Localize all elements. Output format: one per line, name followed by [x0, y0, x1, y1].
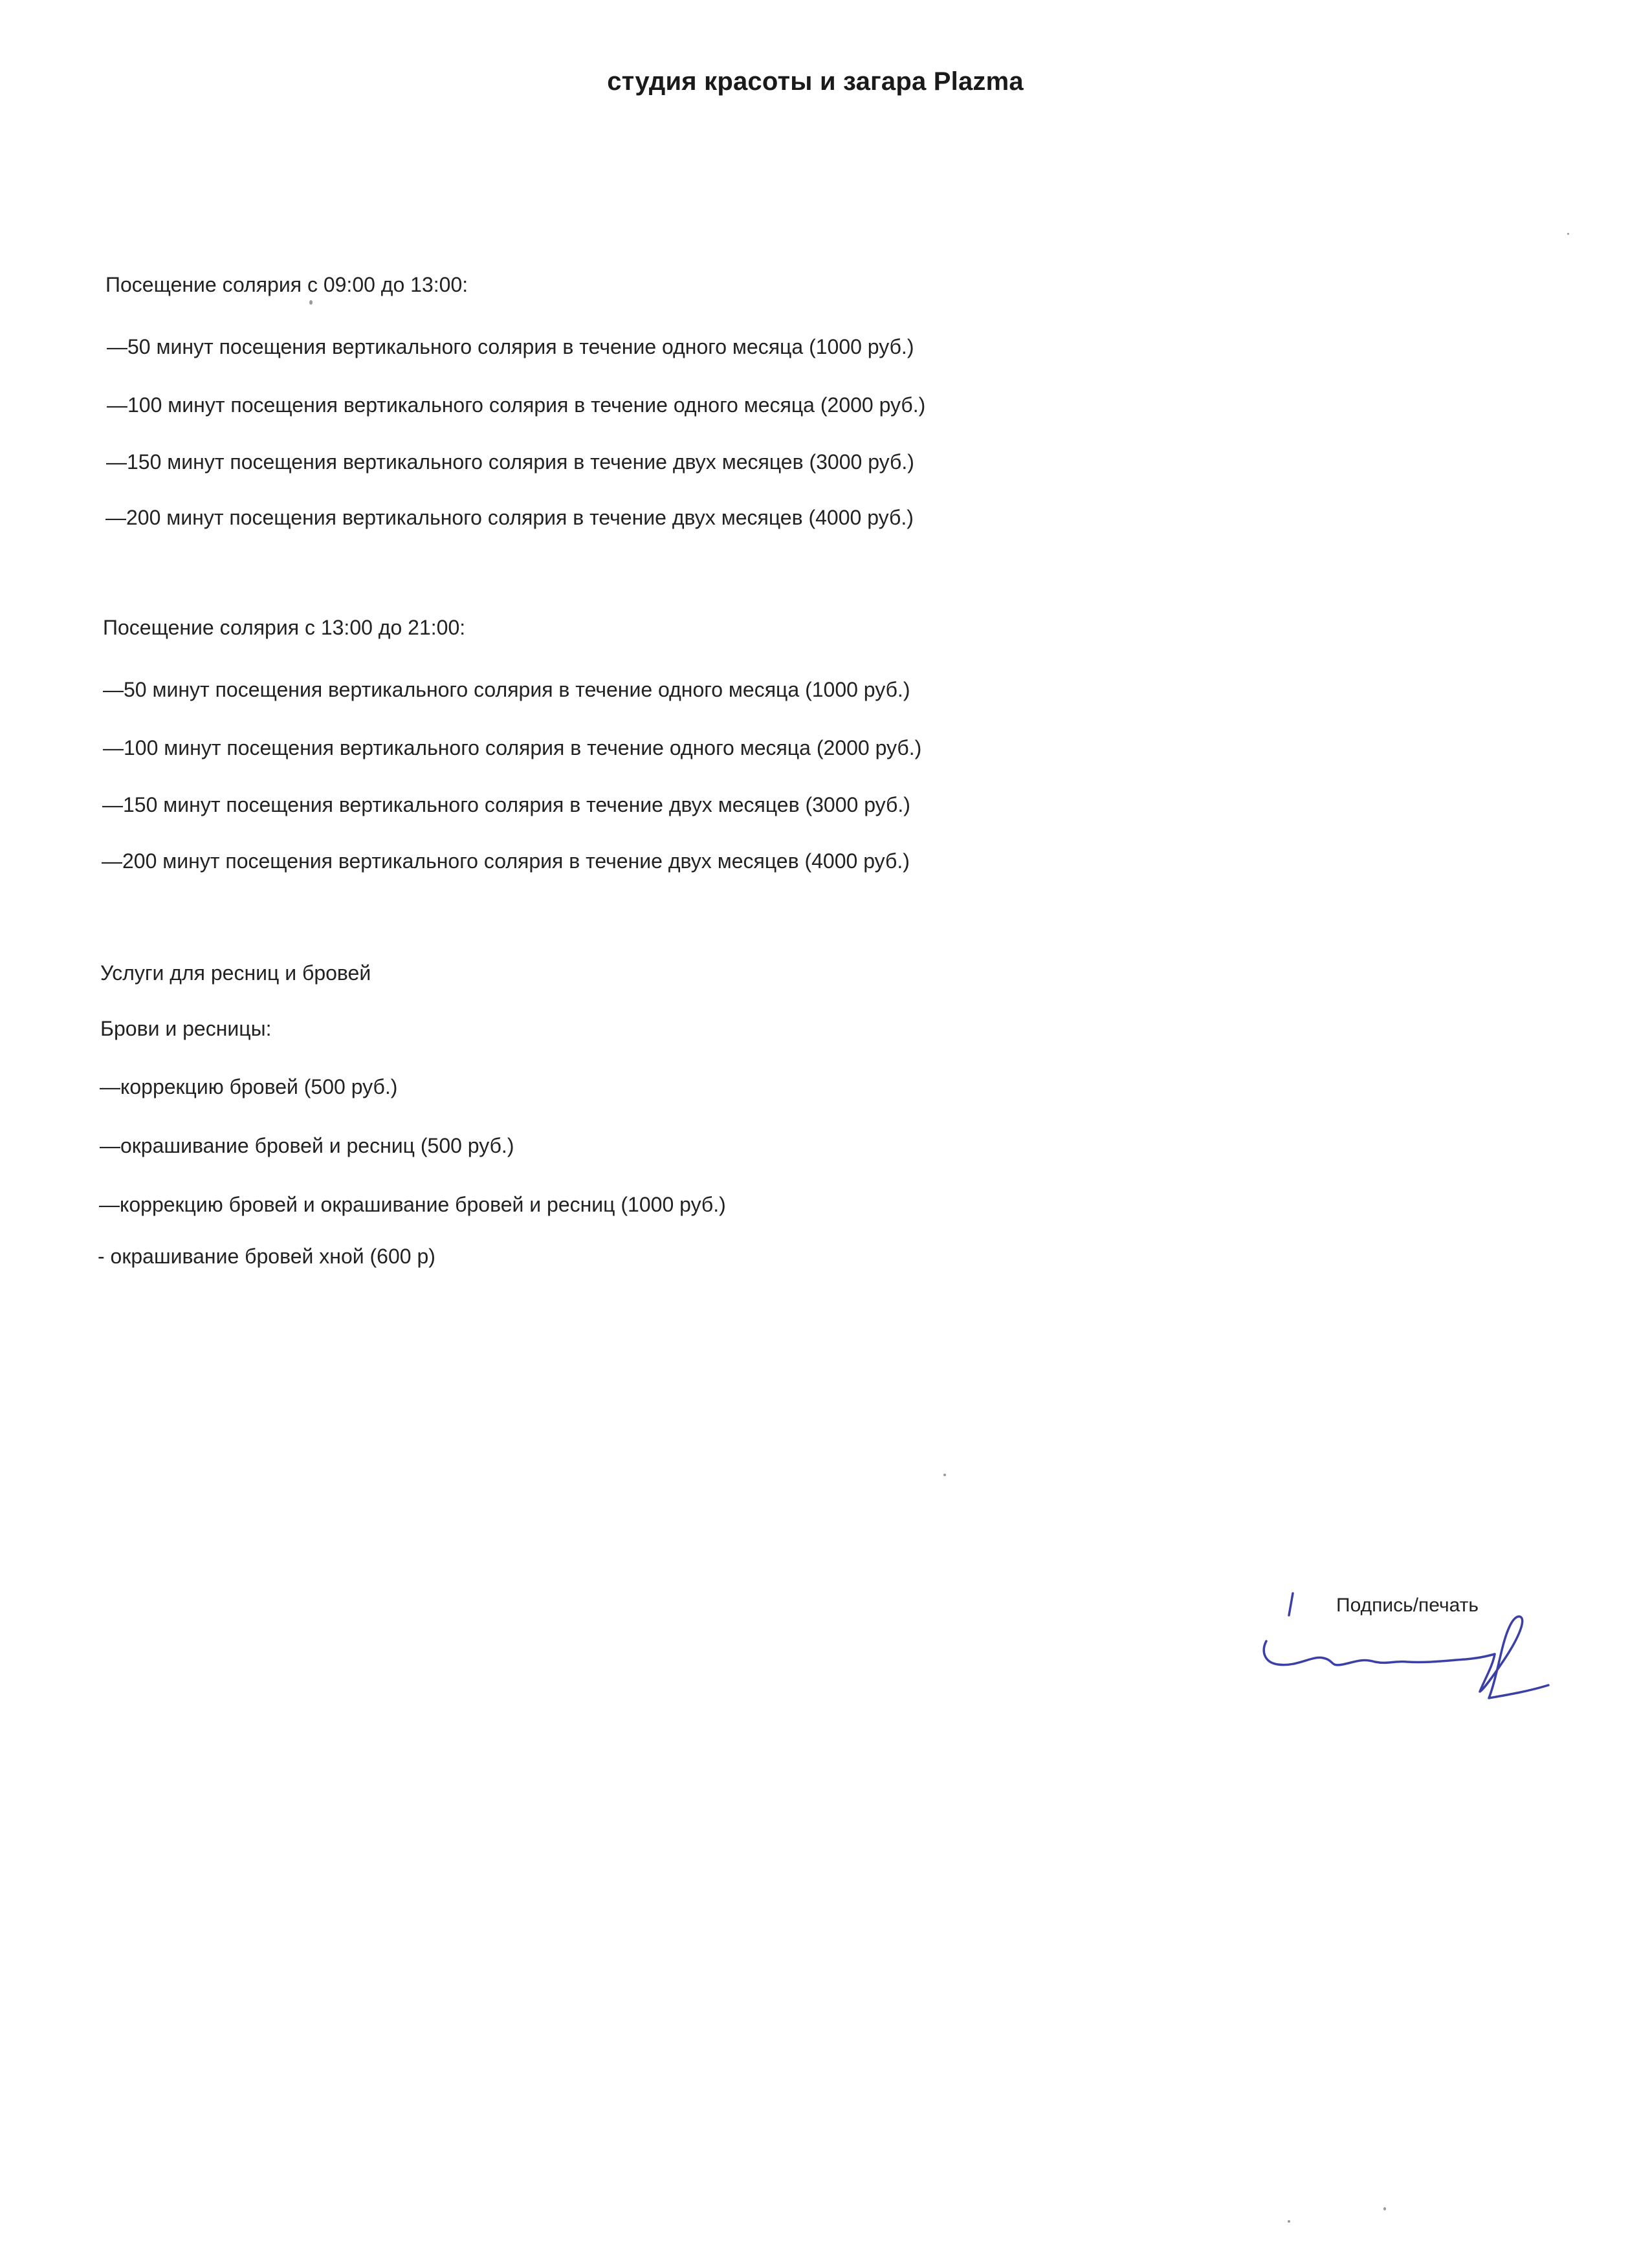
afternoon-section-heading: Посещение солярия с 13:00 до 21:00: — [103, 616, 466, 639]
brows-section-subheading: Брови и ресницы: — [100, 1017, 272, 1040]
morning-section-heading: Посещение солярия с 09:00 до 13:00: — [105, 273, 468, 296]
scan-speck — [1567, 233, 1569, 235]
afternoon-price-item: —50 минут посещения вертикального солярия в течение одного месяца (1000 руб.) — [103, 678, 910, 701]
scan-speck — [309, 300, 313, 305]
signature-main-stroke — [1264, 1641, 1495, 1665]
handwritten-signature — [1252, 1588, 1556, 1727]
brows-price-item: —коррекцию бровей и окрашивание бровей и ресниц (1000 руб.) — [99, 1193, 726, 1216]
scan-speck — [1383, 2207, 1386, 2210]
morning-price-item: —150 минут посещения вертикального солярия в течение двух месяцев (3000 руб.) — [106, 450, 914, 474]
scan-speck — [943, 1474, 946, 1476]
signature-tick-stroke — [1289, 1593, 1293, 1615]
afternoon-price-item: —100 минут посещения вертикального солярия в течение одного месяца (2000 руб.) — [103, 736, 922, 759]
brows-price-item: - окрашивание бровей хной (600 р) — [98, 1245, 435, 1268]
afternoon-price-item: —200 минут посещения вертикального солярия в течение двух месяцев (4000 руб.) — [102, 849, 910, 873]
signature-loop-stroke — [1480, 1617, 1548, 1698]
scan-speck — [1288, 2220, 1290, 2223]
afternoon-price-item: —150 минут посещения вертикального солярия в течение двух месяцев (3000 руб.) — [102, 793, 910, 816]
brows-price-item: —окрашивание бровей и ресниц (500 руб.) — [100, 1134, 514, 1157]
morning-price-item: —50 минут посещения вертикального солярия в течение одного месяца (1000 руб.) — [107, 335, 914, 358]
signature-label: Подпись/печать — [1336, 1595, 1479, 1616]
brows-section-heading: Услуги для ресниц и бровей — [100, 961, 371, 985]
morning-price-item: —200 минут посещения вертикального солярия в течение двух месяцев (4000 руб.) — [105, 506, 914, 529]
document-title: студия красоты и загара Plazma — [607, 67, 1024, 96]
brows-price-item: —коррекцию бровей (500 руб.) — [100, 1075, 398, 1098]
morning-price-item: —100 минут посещения вертикального солярия в течение одного месяца (2000 руб.) — [107, 393, 926, 417]
